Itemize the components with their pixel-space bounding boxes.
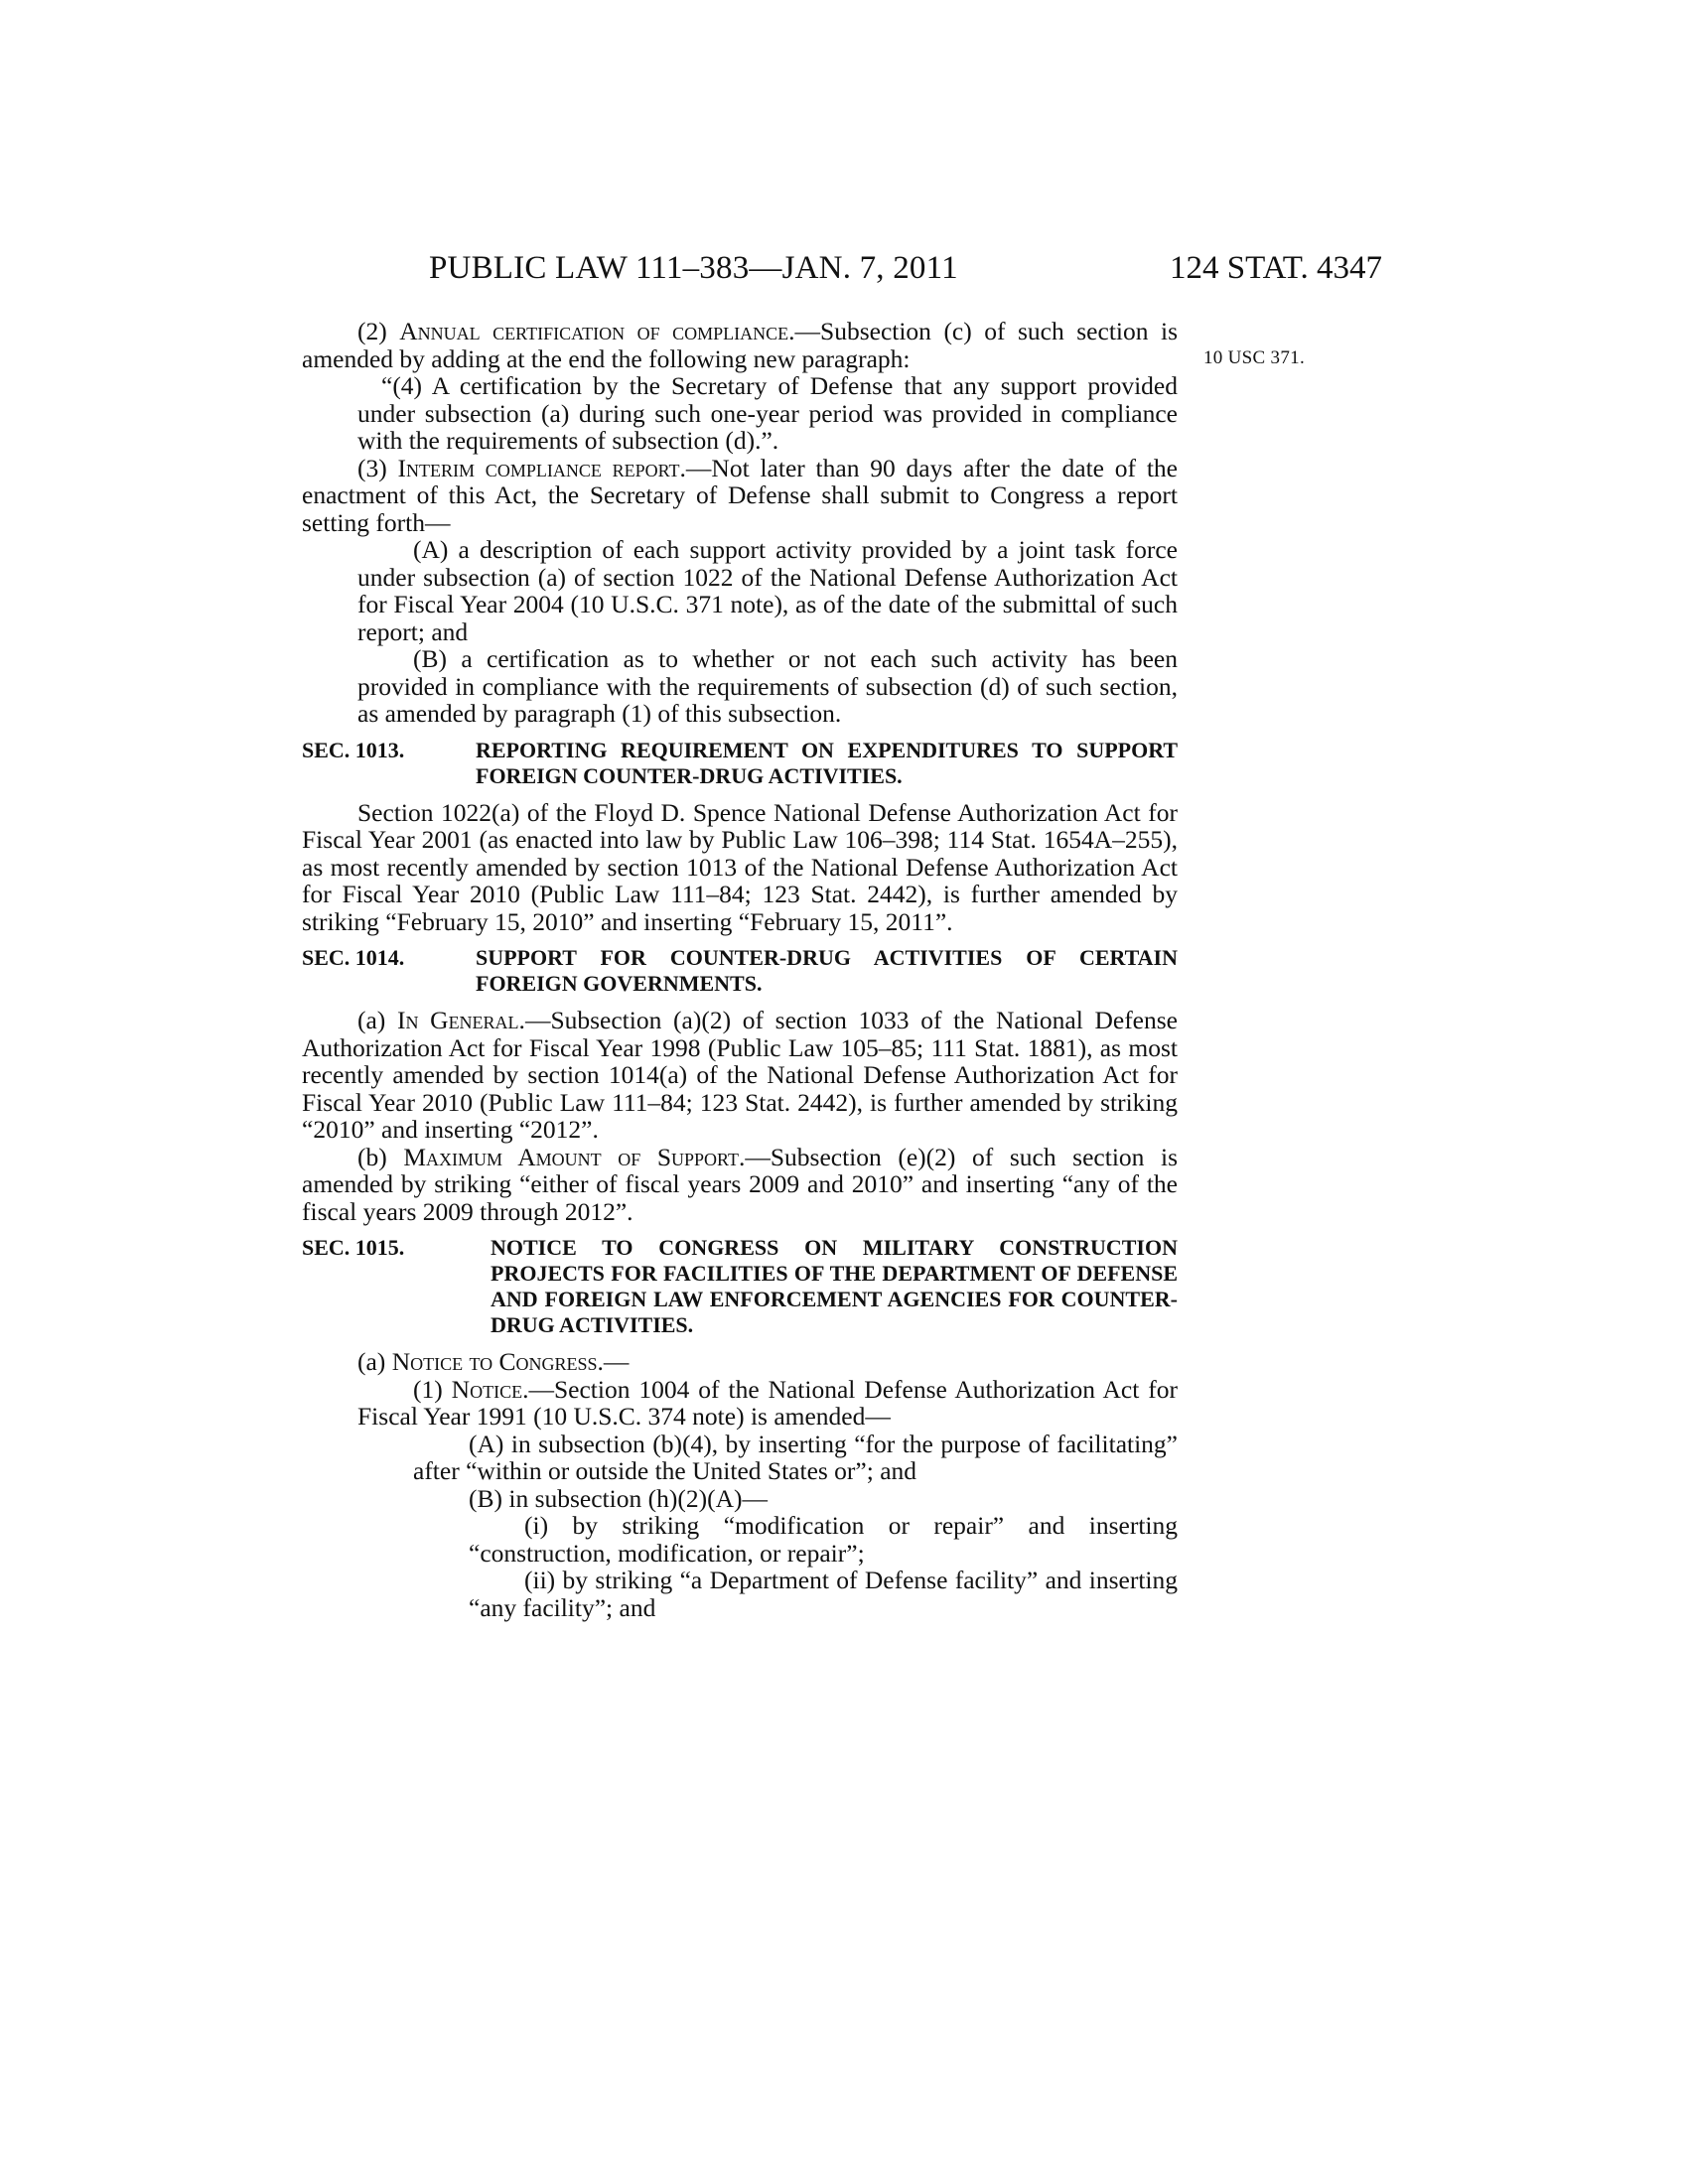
section-title: REPORTING REQUIREMENT ON EXPENDITURES TO SUPPORT FOREIGN COUNTER-DRUG ACTIVITIES. [476,737,1178,788]
subsection-text: — [603,1347,630,1376]
quoted-paragraph-4: “(4) A certification by the Secretary of Defense that any support provided under subsection (a) during such one-year period was provided in compliance with the requirements of subsection (d).”. [357,371,1178,455]
margin-note: 10 USC 371. [1203,347,1306,368]
subsection-number: (b) [357,1142,404,1171]
section-1015-subsection-a [302,1348,1178,1376]
page-header-stat: 124 STAT. 4347 [1169,250,1382,286]
subsection-heading: Notice to Congress. [391,1347,604,1376]
section-1015-subparagraph-A: (A) in subsection (b)(4), by inserting “for the purpose of facilitating” after “within or outside the United States or”; and [413,1429,1178,1485]
paragraph-heading: Notice. [451,1374,529,1404]
paragraph-number: (1) [413,1374,452,1404]
paragraph-3 [302,455,1178,537]
section-1015-clause-ii: (ii) by striking “a Department of Defense facility” and inserting “any facility”; and [469,1566,1178,1622]
subsection-text: —Subsection (a)(2) of section 1033 of the National Defense Authorization Act for Fiscal Year 1998 (Public Law 105–85; 111 Stat. 1881), as most recently amended by section 1014(a) of the National Defense Authorization Act for Fiscal Year 2010 (Public Law 111–84; 123 Stat. 2442), is further amended by striking “2010” and inserting “2012”. [302,1006,1178,1144]
subsection-heading: Maximum Amount of Support. [403,1142,746,1171]
section-1015-subparagraph-B: (B) in subsection (h)(2)(A)— [469,1483,768,1513]
section-1015-paragraph-1 [302,1376,1178,1431]
section-1014-subsection-b [302,1144,1178,1226]
section-number: SEC. 1015. [302,1235,405,1260]
paragraph-number: (3) [357,453,398,482]
subsection-heading: In General. [396,1006,525,1034]
page-header-title: PUBLIC LAW 111–383—JAN. 7, 2011 [429,250,958,286]
subsection-number: (a) [357,1347,392,1376]
paragraph-heading: Interim compliance report. [397,453,686,482]
section-number: SEC. 1013. [302,737,405,762]
section-1014-heading [302,945,1178,997]
subsection-text: —Subsection (e)(2) of such section is amended by striking “either of fiscal years 2009 and 2010” and inserting “any of the fiscal years 2009 through 2012”. [302,1142,1179,1226]
paragraph-number: (2) [357,317,400,345]
section-1014-subsection-a [302,1007,1178,1144]
subparagraph-3A: (A) a description of each support activity provided by a joint task force under subsection (a) of section 1022 of the National Defense Authorization Act for Fiscal Year 2004 (10 U.S.C. 371 note), as of the date of the submittal of such report; and [357,535,1178,646]
section-1015-heading [302,1235,1178,1338]
paragraph-text: —Subsection (c) of such section is amended by adding at the end the following new paragraph: [302,317,1179,373]
section-title: NOTICE TO CONGRESS ON MILITARY CONSTRUCTION PROJECTS FOR FACILITIES OF THE DEPARTMENT OF DEFENSE AND FOREIGN LAW ENFORCEMENT AGENCIES FOR COUNTER-DRUG ACTIVITIES. [491,1235,1178,1337]
section-1015-clause-i: (i) by striking “modification or repair” and inserting “construction, modification, or repair”; [469,1511,1178,1568]
paragraph-text: —Not later than 90 days after the date of the enactment of this Act, the Secretary of Defense shall submit to Congress a report setting forth— [302,453,1178,537]
section-1013-body: Section 1022(a) of the Floyd D. Spence National Defense Authorization Act for Fiscal Year 2001 (as enacted into law by Public Law 106–398; 114 Stat. 1654A–255), as most recently amended by section 1013 of the National Defense Authorization Act for Fiscal Year 2010 (Public Law 111–84; 123 Stat. 2442), is further amended by striking “February 15, 2010” and inserting “February 15, 2011”. [302,797,1178,936]
section-number: SEC. 1014. [302,945,405,970]
paragraph-text: —Section 1004 of the National Defense Authorization Act for Fiscal Year 1991 (10 U.S.C. 374 note) is amended— [357,1374,1179,1431]
subsection-number: (a) [357,1006,397,1034]
section-title: SUPPORT FOR COUNTER-DRUG ACTIVITIES OF CERTAIN FOREIGN GOVERNMENTS. [476,945,1178,996]
paragraph-2 [302,318,1178,372]
document-body [302,318,1178,1621]
section-1013-heading [302,738,1178,789]
paragraph-heading: Annual certification of compliance. [399,317,795,345]
subparagraph-3B: (B) a certification as to whether or not each such activity has been provided in compliance with the requirements of subsection (d) of such section, as amended by paragraph (1) of this subsection. [357,644,1178,728]
